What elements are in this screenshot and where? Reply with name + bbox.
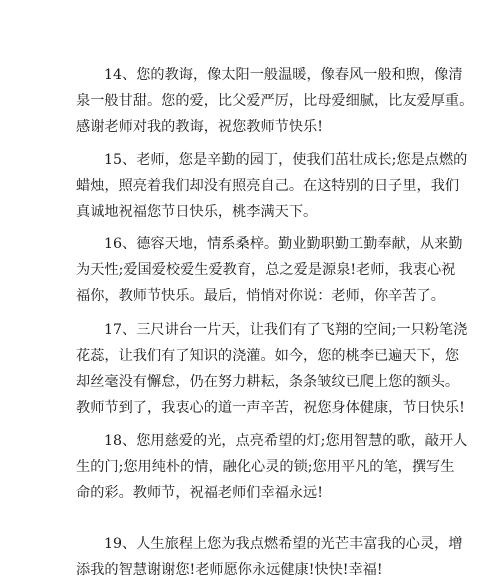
- paragraph-15: [76, 147, 468, 225]
- text-line: 16、德容天地，情系桑梓。勤业勤职勤工勤奉献，从来勤: [104, 236, 463, 252]
- text-line: 却丝毫没有懈怠，仍在努力耕耘，条条皱纹已爬上您的额头。: [76, 374, 460, 390]
- text-line: 15、老师，您是辛勤的园丁，使我们茁壮成长;您是点燃的: [104, 152, 468, 168]
- text-line: 生的门;您用纯朴的情，融化心灵的锁;您用平凡的笔，撰写生: [76, 459, 455, 475]
- paragraph-16: [76, 231, 463, 309]
- text-line: 19、人生旅程上您为我点燃希望的光芒丰富我的心灵，增: [104, 536, 463, 552]
- paragraph-14: [76, 62, 474, 140]
- text-line: 添我的智慧谢谢您!老师愿你永远健康!快快!幸福!: [76, 562, 383, 578]
- text-line: 18、您用慈爱的光，点亮希望的灯;您用智慧的歌，敲开人: [104, 433, 468, 449]
- text-line: 感谢老师对我的教诲，祝您教师节快乐!: [76, 119, 323, 135]
- text-line: 花蕊，让我们有了知识的浇灌。如今，您的桃李已遍天下，您: [76, 348, 460, 364]
- paragraph-19: [76, 531, 463, 583]
- text-line: 福你，教师节快乐。最后，悄悄对你说：老师，你辛苦了。: [76, 288, 445, 304]
- text-line: 真诚地祝福您节日快乐，桃李满天下。: [76, 204, 318, 220]
- paragraph-17: [76, 317, 468, 421]
- text-line: 17、三尺讲台一片天，让我们有了飞翔的空间;一只粉笔浇: [104, 322, 468, 338]
- text-line: 蜡烛，照亮着我们却没有照亮自己。在这特别的日子里，我们: [76, 178, 460, 194]
- text-line: 教师节到了，我衷心的道一声辛苦，祝您身体健康，节日快乐!: [76, 400, 465, 416]
- paragraph-18: [76, 428, 468, 506]
- text-line: 14、您的教诲，像太阳一般温暖，像春风一般和煦，像清: [104, 67, 463, 83]
- text-line: 泉一般甘甜。您的爱，比父爱严厉，比母爱细腻，比友爱厚重。: [76, 93, 474, 109]
- text-line: 命的彩。教师节，祝福老师们幸福永远!: [76, 485, 323, 501]
- text-line: 为天性;爱国爱校爱生爱教育，总之爱是源泉!老师，我衷心祝: [76, 262, 456, 278]
